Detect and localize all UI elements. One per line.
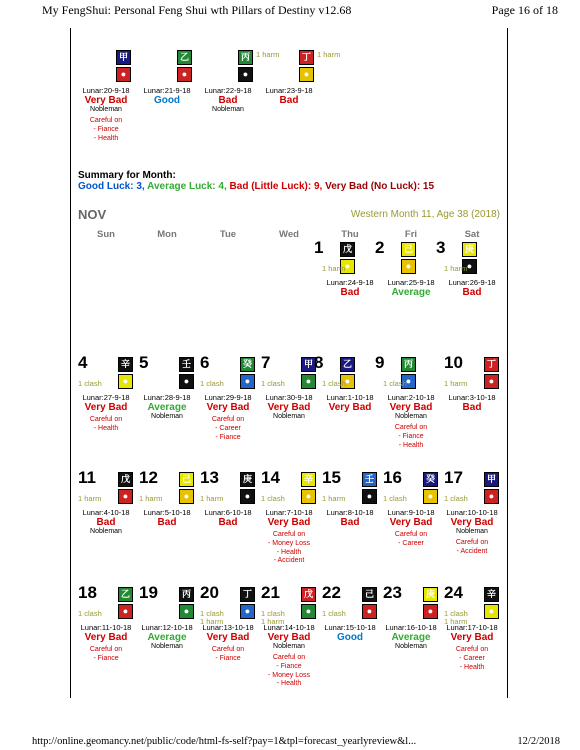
earthly-branch-icon: ● [299, 67, 314, 82]
earthly-branch-icon: ● [118, 604, 133, 619]
day-annotation: 1 clash [444, 494, 468, 503]
calendar-day-cell[interactable] [381, 583, 441, 683]
careful-on-label: Careful on [394, 424, 428, 431]
day-annotation: 1 harm [139, 494, 163, 503]
careful-on-label: Careful on [272, 531, 306, 538]
luck-rating: Very Bad [450, 517, 494, 528]
day-number: 18 [78, 583, 97, 602]
careful-item: - Health [459, 663, 485, 671]
careful-item: - Health [93, 425, 119, 432]
careful-item: - Fiance [398, 433, 424, 440]
luck-rating: Very Bad [389, 517, 433, 528]
lunar-date: Lunar:13-10-18 [202, 623, 254, 632]
day-number: 2 [375, 238, 385, 257]
nobleman-label: Nobleman [90, 528, 122, 535]
lunar-date: Lunar:29-9-18 [204, 393, 252, 402]
header-title: My FengShui: Personal Feng Shui wth Pillars of Destiny v12.68 [42, 3, 352, 17]
careful-item: - Fiance [93, 126, 119, 133]
luck-rating: Good [336, 632, 364, 643]
luck-rating: Bad [279, 95, 299, 106]
nobleman-label: Nobleman [90, 106, 122, 113]
earthly-branch-icon: ● [340, 259, 355, 274]
weekday-sun: Sun [97, 229, 115, 240]
careful-item: - Fiance [215, 655, 241, 662]
day-number: 14 [261, 468, 280, 487]
day-annotation: 1 harm [444, 264, 468, 273]
calendar-day-cell[interactable] [198, 353, 258, 453]
heavenly-stem-icon: 丁 [299, 50, 314, 65]
day-number: 21 [261, 583, 280, 602]
calendar-day-cell[interactable] [76, 353, 136, 453]
careful-on-label: Careful on [89, 416, 123, 423]
careful-on-label: Careful on [211, 416, 245, 423]
careful-item: - Fiance [215, 433, 241, 441]
day-annotation: 1 harm [322, 264, 346, 273]
calendar-day-cell[interactable] [442, 353, 502, 453]
calendar-day-cell[interactable] [198, 50, 280, 146]
luck-rating: Very Bad [267, 517, 311, 528]
calendar-day-cell[interactable] [375, 238, 441, 338]
frame-right-border [507, 28, 508, 698]
lunar-date: Lunar:21-9-18 [143, 86, 191, 95]
lunar-date: Lunar:14-10-18 [263, 623, 315, 632]
lunar-date: Lunar:11-10-18 [80, 623, 132, 632]
earthly-branch-icon: ● [340, 374, 355, 389]
careful-item: - Fiance [276, 663, 302, 670]
lunar-date: Lunar:20-9-18 [82, 86, 130, 95]
earthly-branch-icon: ● [301, 374, 316, 389]
heavenly-stem-icon: 戊 [340, 242, 355, 257]
day-annotation: 1 clash [261, 609, 285, 618]
careful-item: - Health [276, 680, 302, 687]
careful-item: - Accident [273, 557, 305, 564]
calendar-day-cell[interactable] [320, 583, 380, 683]
heavenly-stem-icon: 己 [362, 587, 377, 602]
heavenly-stem-icon: 己 [179, 472, 194, 487]
calendar-day-cell[interactable] [137, 583, 197, 683]
lunar-date: Lunar:16-10-18 [385, 623, 437, 632]
day-number: 24 [444, 583, 463, 602]
luck-rating: Bad [462, 402, 482, 413]
calendar-day-cell[interactable] [259, 353, 319, 453]
day-annotation: 1 clash [261, 494, 285, 503]
heavenly-stem-icon: 乙 [177, 50, 192, 65]
calendar-day-cell[interactable] [436, 238, 502, 338]
calendar-day-cell[interactable] [259, 50, 341, 146]
heavenly-stem-icon: 乙 [340, 357, 355, 372]
nobleman-label: Nobleman [151, 413, 183, 420]
day-number: 6 [200, 353, 210, 372]
luck-rating: Very Bad [450, 632, 494, 643]
lunar-date: Lunar:27-9-18 [82, 393, 130, 402]
day-number: 13 [200, 468, 219, 487]
lunar-date: Lunar:7-10-18 [265, 508, 313, 517]
day-number: 20 [200, 583, 219, 602]
day-number: 8 [314, 353, 324, 372]
day-annotation: 1 clash [322, 609, 346, 618]
weekday-wed: Wed [279, 229, 299, 240]
calendar-day-cell[interactable] [137, 468, 197, 568]
luck-rating: Bad [157, 517, 177, 528]
day-annotation: 1 clash [383, 379, 407, 388]
careful-on-label: Careful on [89, 646, 123, 653]
earthly-branch-icon: ● [484, 374, 499, 389]
lunar-date: Lunar:1-10-18 [326, 393, 374, 402]
calendar-day-cell[interactable] [259, 583, 319, 687]
day-annotation: 1 harm [322, 494, 346, 503]
lunar-date: Lunar:28-9-18 [143, 393, 191, 402]
careful-on-label: Careful on [272, 654, 306, 661]
day-number: 12 [139, 468, 158, 487]
lunar-date: Lunar:6-10-18 [204, 508, 252, 517]
lunar-date: Lunar:3-10-18 [448, 393, 496, 402]
heavenly-stem-icon: 壬 [179, 357, 194, 372]
day-number: 9 [375, 353, 385, 372]
footer-date: 12/2/2018 [517, 736, 560, 747]
day-annotation: 1 harm [78, 494, 102, 503]
weekday-thu: Thu [341, 229, 359, 240]
heavenly-stem-icon: 甲 [301, 357, 316, 372]
day-annotation: 1 clash [78, 379, 102, 388]
heavenly-stem-icon: 丙 [401, 357, 416, 372]
heavenly-stem-icon: 庚 [423, 587, 438, 602]
luck-rating: Very Bad [267, 402, 311, 413]
lunar-date: Lunar:10-10-18 [446, 508, 498, 517]
day-annotation: 1 clash [322, 379, 346, 388]
earthly-branch-icon: ● [240, 374, 255, 389]
careful-item: - Fiance [93, 655, 119, 662]
luck-rating: Very Bad [389, 402, 433, 413]
nobleman-label: Nobleman [273, 413, 305, 420]
summary-title: Summary for Month: [78, 170, 176, 181]
day-number: 17 [444, 468, 463, 487]
luck-rating: Average [147, 402, 187, 413]
heavenly-stem-icon: 庚 [240, 472, 255, 487]
heavenly-stem-icon: 丁 [240, 587, 255, 602]
weekday-mon: Mon [157, 229, 177, 240]
day-number: 23 [383, 583, 402, 602]
calendar-day-cell[interactable] [442, 583, 502, 683]
day-annotation: 1 clash [78, 609, 102, 618]
nobleman-label: Nobleman [395, 643, 427, 650]
heavenly-stem-icon: 丁 [484, 357, 499, 372]
day-number: 15 [322, 468, 341, 487]
luck-rating: Good [153, 95, 181, 106]
day-number: 22 [322, 583, 341, 602]
nobleman-label: Nobleman [151, 643, 183, 650]
summary-average: Average Luck: 4, [147, 181, 227, 192]
luck-rating: Bad [218, 95, 238, 106]
luck-rating: Bad [340, 517, 360, 528]
heavenly-stem-icon: 癸 [240, 357, 255, 372]
careful-item: - Health [93, 134, 119, 142]
calendar-day-cell[interactable] [320, 468, 380, 568]
lunar-date: Lunar:15-10-18 [324, 623, 376, 632]
day-annotation: 1 clash [444, 609, 468, 618]
earthly-branch-icon: ● [362, 604, 377, 619]
day-annotation: 1 clash [200, 379, 224, 388]
day-annotation: 1 harm [444, 379, 468, 388]
heavenly-stem-icon: 戊 [301, 587, 316, 602]
heavenly-stem-icon: 甲 [484, 472, 499, 487]
nobleman-label: Nobleman [212, 106, 244, 113]
luck-rating: Very Bad [328, 402, 372, 413]
heavenly-stem-icon: 辛 [484, 587, 499, 602]
luck-rating: Bad [218, 517, 238, 528]
day-annotation: 1 harm [444, 617, 468, 626]
earthly-branch-icon: ● [301, 489, 316, 504]
careful-item: - Health [276, 548, 302, 556]
lunar-date: Lunar:17-10-18 [446, 623, 498, 632]
page-number: Page 16 of 18 [491, 3, 558, 17]
earthly-branch-icon: ● [423, 489, 438, 504]
calendar-day-cell[interactable] [314, 353, 380, 453]
heavenly-stem-icon: 壬 [362, 472, 377, 487]
heavenly-stem-icon: 辛 [118, 357, 133, 372]
careful-item: - Career [459, 655, 485, 662]
earthly-branch-icon: ● [179, 374, 194, 389]
careful-item: - Money Loss [267, 540, 311, 547]
summary-bad: Bad (Little Luck): 9, [229, 181, 323, 192]
lunar-date: Lunar:22-9-18 [204, 86, 252, 95]
earthly-branch-icon: ● [401, 259, 416, 274]
lunar-date: Lunar:26-9-18 [448, 278, 496, 287]
month-info: Western Month 11, Age 38 (2018) [350, 209, 500, 220]
luck-rating: Very Bad [206, 402, 250, 413]
day-number: 19 [139, 583, 158, 602]
lunar-date: Lunar:30-9-18 [265, 393, 313, 402]
heavenly-stem-icon: 辛 [301, 472, 316, 487]
luck-rating: Bad [96, 517, 116, 528]
earthly-branch-icon: ● [301, 604, 316, 619]
earthly-branch-icon: ● [179, 604, 194, 619]
heavenly-stem-icon: 丙 [179, 587, 194, 602]
earthly-branch-icon: ● [484, 604, 499, 619]
luck-rating: Very Bad [84, 632, 128, 643]
lunar-date: Lunar:24-9-18 [326, 278, 374, 287]
heavenly-stem-icon: 癸 [423, 472, 438, 487]
careful-item: - Accident [456, 548, 488, 555]
calendar-day-cell[interactable] [198, 468, 258, 568]
calendar-day-cell[interactable] [259, 468, 319, 568]
day-annotation: 1 harm [261, 617, 285, 626]
careful-on-label: Careful on [394, 531, 428, 538]
lunar-date: Lunar:12-10-18 [141, 623, 193, 632]
day-number: 7 [261, 353, 271, 372]
luck-rating: Bad [340, 287, 360, 298]
day-number: 3 [436, 238, 446, 257]
luck-rating: Average [391, 632, 431, 643]
day-number: 4 [78, 353, 88, 372]
calendar-day-cell[interactable] [76, 50, 136, 146]
heavenly-stem-icon: 乙 [118, 587, 133, 602]
weekday-tue: Tue [219, 229, 237, 240]
heavenly-stem-icon: 己 [401, 242, 416, 257]
careful-item: - Money Loss [267, 671, 311, 679]
calendar-day-cell[interactable] [442, 468, 502, 568]
luck-rating: Very Bad [84, 402, 128, 413]
lunar-date: Lunar:4-10-18 [82, 508, 130, 517]
nobleman-label: Nobleman [395, 413, 427, 420]
lunar-date: Lunar:2-10-18 [387, 393, 435, 402]
nobleman-label: Nobleman [456, 528, 488, 535]
day-number: 5 [139, 353, 149, 372]
luck-rating: Average [391, 287, 431, 298]
frame-left-border [70, 28, 71, 698]
earthly-branch-icon: ● [118, 374, 133, 389]
luck-rating: Very Bad [206, 632, 250, 643]
luck-rating: Average [147, 632, 187, 643]
luck-rating: Very Bad [84, 95, 128, 106]
careful-on-label: Careful on [455, 539, 489, 546]
earthly-branch-icon: ● [177, 67, 192, 82]
heavenly-stem-icon: 丙 [238, 50, 253, 65]
careful-item: - Career [215, 425, 241, 432]
calendar-day-cell[interactable] [198, 583, 258, 683]
day-number: 1 [314, 238, 324, 257]
earthly-branch-icon: ● [362, 489, 377, 504]
day-annotation: 1 clash [261, 379, 285, 388]
heavenly-stem-icon: 甲 [116, 50, 131, 65]
earthly-branch-icon: ● [118, 489, 133, 504]
earthly-branch-icon: ● [116, 67, 131, 82]
weekday-fri: Fri [404, 229, 418, 240]
heavenly-stem-icon: 戊 [118, 472, 133, 487]
careful-item: - Career [398, 540, 424, 547]
summary-good: Good Luck: 3, [78, 181, 145, 192]
harm-annotation: 1 harm [256, 50, 280, 59]
lunar-date: Lunar:9-10-18 [387, 508, 435, 517]
day-number: 10 [444, 353, 463, 372]
lunar-date: Lunar:5-10-18 [143, 508, 191, 517]
earthly-branch-icon: ● [423, 604, 438, 619]
earthly-branch-icon: ● [462, 259, 477, 274]
nobleman-label: Nobleman [273, 643, 305, 650]
calendar-day-cell[interactable] [76, 468, 136, 568]
summary-line [78, 181, 434, 192]
earthly-branch-icon: ● [484, 489, 499, 504]
day-annotation: 1 clash [200, 609, 224, 618]
earthly-branch-icon: ● [240, 604, 255, 619]
day-number: 16 [383, 468, 402, 487]
heavenly-stem-icon: 庚 [462, 242, 477, 257]
luck-rating: Bad [462, 287, 482, 298]
footer-url[interactable]: http://online.geomancy.net/public/code/html-fs-self?pay=1&tpl=forecast_yearlyreview&l... [32, 736, 417, 747]
careful-on-label: Careful on [89, 117, 123, 124]
day-number: 11 [78, 468, 96, 487]
calendar-day-cell[interactable] [76, 583, 136, 683]
lunar-date: Lunar:8-10-18 [326, 508, 374, 517]
summary-very-bad: Very Bad (No Luck): 15 [325, 181, 435, 192]
earthly-branch-icon: ● [401, 374, 416, 389]
luck-rating: Very Bad [267, 632, 311, 643]
calendar-day-cell[interactable] [137, 50, 197, 146]
lunar-date: Lunar:25-9-18 [387, 278, 435, 287]
earthly-branch-icon: ● [238, 67, 253, 82]
careful-on-label: Careful on [211, 646, 245, 653]
careful-item: - Health [398, 441, 424, 449]
weekday-sat: Sat [464, 229, 480, 240]
calendar-day-cell[interactable] [375, 353, 441, 453]
calendar-day-cell[interactable] [381, 468, 441, 568]
calendar-day-cell[interactable] [137, 353, 197, 453]
earthly-branch-icon: ● [240, 489, 255, 504]
careful-on-label: Careful on [455, 646, 489, 653]
calendar-day-cell[interactable] [314, 238, 380, 338]
day-annotation: 1 harm [200, 494, 224, 503]
lunar-date: Lunar:23-9-18 [265, 86, 313, 95]
earthly-branch-icon: ● [179, 489, 194, 504]
harm-annotation: 1 harm [317, 50, 341, 59]
day-annotation: 1 clash [383, 494, 407, 503]
day-annotation: 1 harm [200, 617, 224, 626]
month-label: NOV [78, 207, 107, 222]
